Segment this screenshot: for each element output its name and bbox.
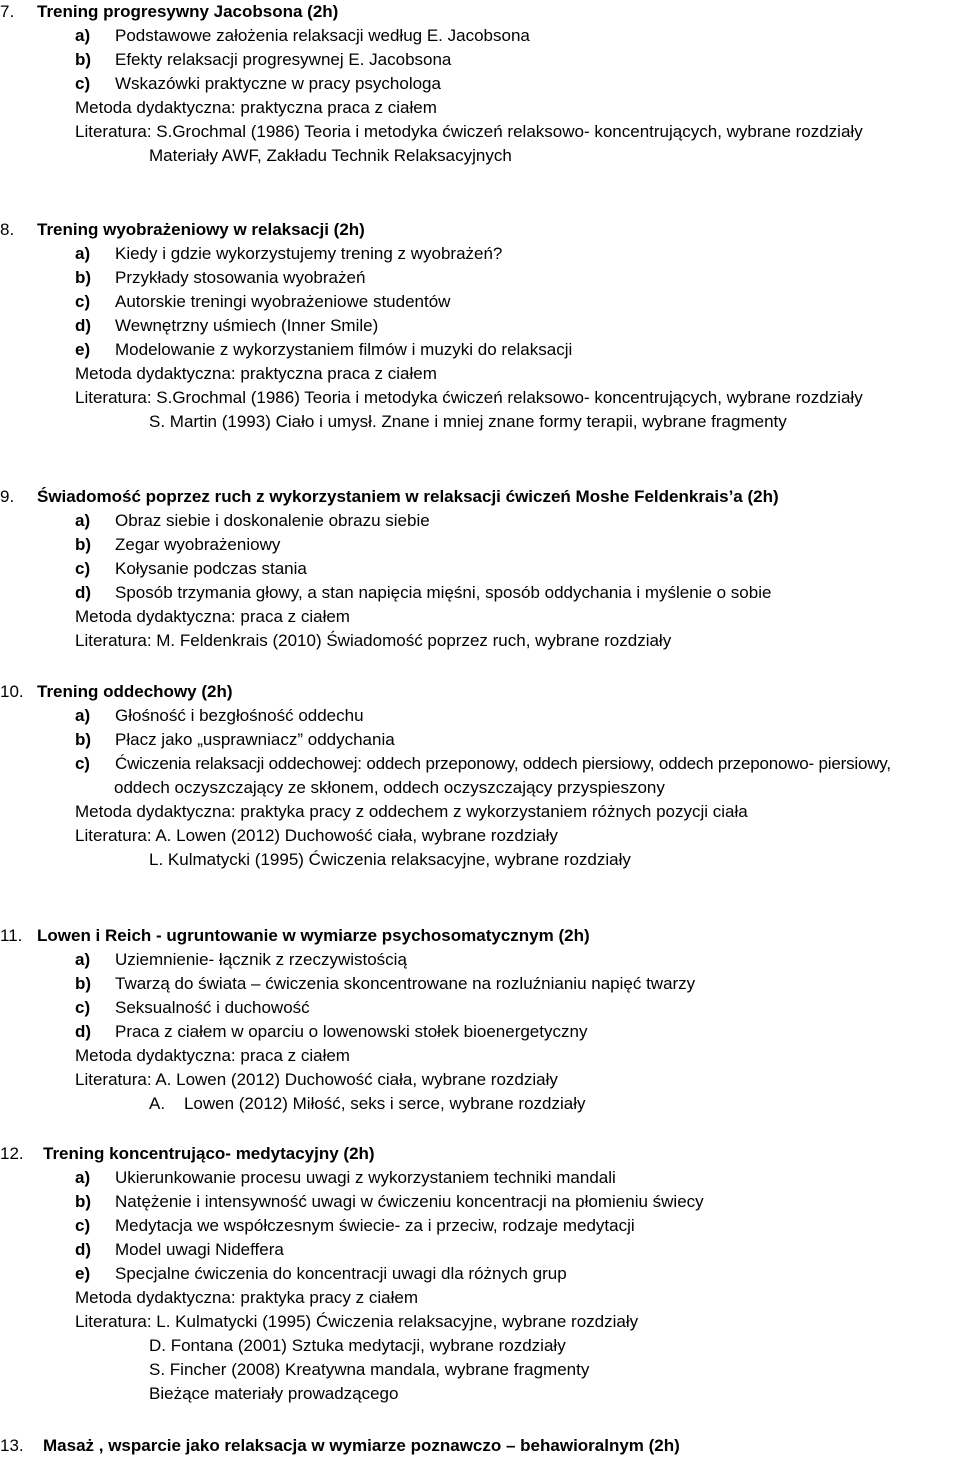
item-letter: c) (75, 1216, 91, 1235)
section-10 (0, 680, 960, 872)
item-letter: c) (75, 559, 91, 578)
list-item (0, 948, 960, 972)
item-letter: a) (75, 26, 91, 45)
item-letter: b) (75, 50, 92, 69)
literature-line: Literatura: A. Lowen (2012) Duchowość ciała, wybrane rozdziały (75, 1070, 558, 1089)
item-text: Efekty relaksacji progresywnej E. Jacobsona (115, 50, 452, 69)
item-letter: c) (75, 74, 91, 93)
item-letter: d) (75, 583, 92, 602)
item-text: Natężenie i intensywność uwagi w ćwiczeniu koncentracji na płomieniu świecy (115, 1192, 704, 1211)
section-number: 10. (0, 682, 24, 701)
item-letter: c) (75, 292, 91, 311)
item-text: Seksualność i duchowość (115, 998, 310, 1017)
section-9 (0, 485, 960, 653)
item-text: Zegar wyobrażeniowy (115, 535, 281, 554)
section-title: Lowen i Reich - ugruntowanie w wymiarze psychosomatycznym (2h) (37, 926, 590, 945)
literature-line: S. Fincher (2008) Kreatywna mandala, wybrane fragmenty (149, 1360, 590, 1379)
item-letter: d) (75, 1022, 92, 1041)
item-text: Obraz siebie i doskonalenie obrazu siebie (115, 511, 430, 530)
literature-line: Literatura: M. Feldenkrais (2010) Świadomość poprzez ruch, wybrane rozdziały (75, 631, 672, 650)
method-line: Metoda dydaktyczna: praca z ciałem (75, 607, 350, 626)
method-line: Metoda dydaktyczna: praca z ciałem (75, 1046, 350, 1065)
section-number: 9. (0, 487, 15, 506)
item-text: Wskazówki praktyczne w pracy psychologa (115, 74, 441, 93)
item-text: Płacz jako „usprawniacz” oddychania (115, 730, 395, 749)
list-item (0, 24, 960, 48)
item-letter: b) (75, 974, 92, 993)
item-text: Sposób trzymania głowy, a stan napięcia mięśni, sposób oddychania i myślenie o sobie (115, 583, 772, 602)
item-text: Podstawowe założenia relaksacji według E. Jacobsona (115, 26, 530, 45)
method-line: Metoda dydaktyczna: praktyczna praca z ciałem (75, 98, 437, 117)
list-item (0, 533, 960, 557)
item-letter: b) (75, 268, 92, 287)
literature-line: S. Martin (1993) Ciało i umysł. Znane i mniej znane formy terapii, wybrane fragmenty (149, 412, 787, 431)
item-text: Praca z ciałem w oparciu o lowenowski stołek bioenergetyczny (115, 1022, 588, 1041)
item-letter: c) (75, 998, 91, 1017)
list-item (0, 581, 960, 605)
item-letter: c) (75, 754, 90, 773)
section-13 (0, 1434, 960, 1458)
item-letter: a) (75, 244, 91, 263)
section-11 (0, 924, 960, 1116)
list-item (0, 1262, 960, 1286)
item-text: Ukierunkowanie procesu uwagi z wykorzystaniem techniki mandali (115, 1168, 616, 1187)
literature-line: A. Lowen (2012) Miłość, seks i serce, wybrane rozdziały (149, 1094, 586, 1113)
item-text: Ćwiczenia relaksacji oddechowej: oddech przeponowy, oddech piersiowy, oddech przeponowo- piersiowy, (115, 754, 891, 773)
list-item (0, 972, 960, 996)
item-text: Twarzą do świata – ćwiczenia skoncentrowane na rozluźnianiu napięć twarzy (115, 974, 696, 993)
item-letter: a) (75, 1168, 91, 1187)
item-text: Kołysanie podczas stania (115, 559, 307, 578)
literature-line: Literatura: A. Lowen (2012) Duchowość ciała, wybrane rozdziały (75, 826, 558, 845)
section-title: Trening koncentrująco- medytacyjny (2h) (43, 1144, 375, 1163)
item-text: Autorskie treningi wyobrażeniowe studentów (115, 292, 451, 311)
list-item (0, 704, 960, 728)
item-text: Specjalne ćwiczenia do koncentracji uwagi dla różnych grup (115, 1264, 567, 1283)
section-8 (0, 218, 960, 434)
method-line: Metoda dydaktyczna: praktyczna praca z ciałem (75, 364, 437, 383)
method-line: Metoda dydaktyczna: praktyka pracy z ciałem (75, 1288, 418, 1307)
item-letter: e) (75, 1264, 91, 1283)
list-item (0, 242, 960, 266)
list-item (0, 48, 960, 72)
list-item (0, 338, 960, 362)
item-text: Uziemnienie- łącznik z rzeczywistością (115, 950, 407, 969)
list-item (0, 1190, 960, 1214)
section-title: Masaż , wsparcie jako relaksacja w wymiarze poznawczo – behawioralnym (2h) (43, 1436, 680, 1455)
item-text: Wewnętrzny uśmiech (Inner Smile) (115, 316, 379, 335)
section-title: Trening progresywny Jacobsona (2h) (37, 2, 339, 21)
method-line: Metoda dydaktyczna: praktyka pracy z oddechem z wykorzystaniem różnych pozycji ciała (75, 802, 748, 821)
list-item (0, 290, 960, 314)
list-item (0, 1214, 960, 1238)
item-letter: e) (75, 340, 91, 359)
literature-line: Literatura: L. Kulmatycki (1995) Ćwiczenia relaksacyjne, wybrane rozdziały (75, 1312, 639, 1331)
list-item (0, 752, 960, 776)
item-letter: b) (75, 1192, 92, 1211)
item-text: Kiedy i gdzie wykorzystujemy trening z wyobrażeń? (115, 244, 503, 263)
section-number: 8. (0, 220, 15, 239)
section-number: 12. (0, 1144, 24, 1163)
list-item (0, 266, 960, 290)
item-letter: a) (75, 706, 91, 725)
item-text: Przykłady stosowania wyobrażeń (115, 268, 366, 287)
list-item (0, 1238, 960, 1262)
literature-line: Literatura: S.Grochmal (1986) Teoria i metodyka ćwiczeń relaksowo- koncentrujących, wybrane rozdziały (75, 122, 863, 141)
list-item (0, 509, 960, 533)
list-item (0, 1166, 960, 1190)
item-letter: b) (75, 535, 92, 554)
item-letter: a) (75, 950, 91, 969)
literature-line: L. Kulmatycki (1995) Ćwiczenia relaksacyjne, wybrane rozdziały (149, 850, 631, 869)
item-letter: b) (75, 730, 92, 749)
section-7 (0, 0, 960, 168)
section-number: 7. (0, 2, 15, 21)
section-title: Trening oddechowy (2h) (37, 682, 233, 701)
section-title: Trening wyobrażeniowy w relaksacji (2h) (37, 220, 365, 239)
item-letter: d) (75, 316, 92, 335)
section-title: Świadomość poprzez ruch z wykorzystaniem w relaksacji ćwiczeń Moshe Feldenkrais’a (2h) (37, 487, 779, 506)
literature-line: Materiały AWF, Zakładu Technik Relaksacyjnych (149, 146, 512, 165)
section-number: 13. (0, 1436, 24, 1455)
literature-line: D. Fontana (2001) Sztuka medytacji, wybrane rozdziały (149, 1336, 566, 1355)
item-letter: d) (75, 1240, 92, 1259)
list-item (0, 557, 960, 581)
item-letter: a) (75, 511, 91, 530)
list-item (0, 72, 960, 96)
section-12 (0, 1142, 960, 1406)
item-text: Model uwagi Nideffera (115, 1240, 284, 1259)
list-item (0, 728, 960, 752)
item-text: Medytacja we współczesnym świecie- za i przeciw, rodzaje medytacji (115, 1216, 635, 1235)
list-item (0, 314, 960, 338)
list-item (0, 1020, 960, 1044)
section-number: 11. (0, 926, 23, 945)
item-text: Modelowanie z wykorzystaniem filmów i muzyki do relaksacji (115, 340, 573, 359)
item-continuation: oddech oczyszczający ze skłonem, oddech oczyszczający przyspieszony (114, 778, 665, 797)
item-text: Głośność i bezgłośność oddechu (115, 706, 364, 725)
literature-line: Bieżące materiały prowadzącego (149, 1384, 399, 1403)
list-item (0, 996, 960, 1020)
literature-line: Literatura: S.Grochmal (1986) Teoria i metodyka ćwiczeń relaksowo- koncentrujących, wybrane rozdziały (75, 388, 863, 407)
